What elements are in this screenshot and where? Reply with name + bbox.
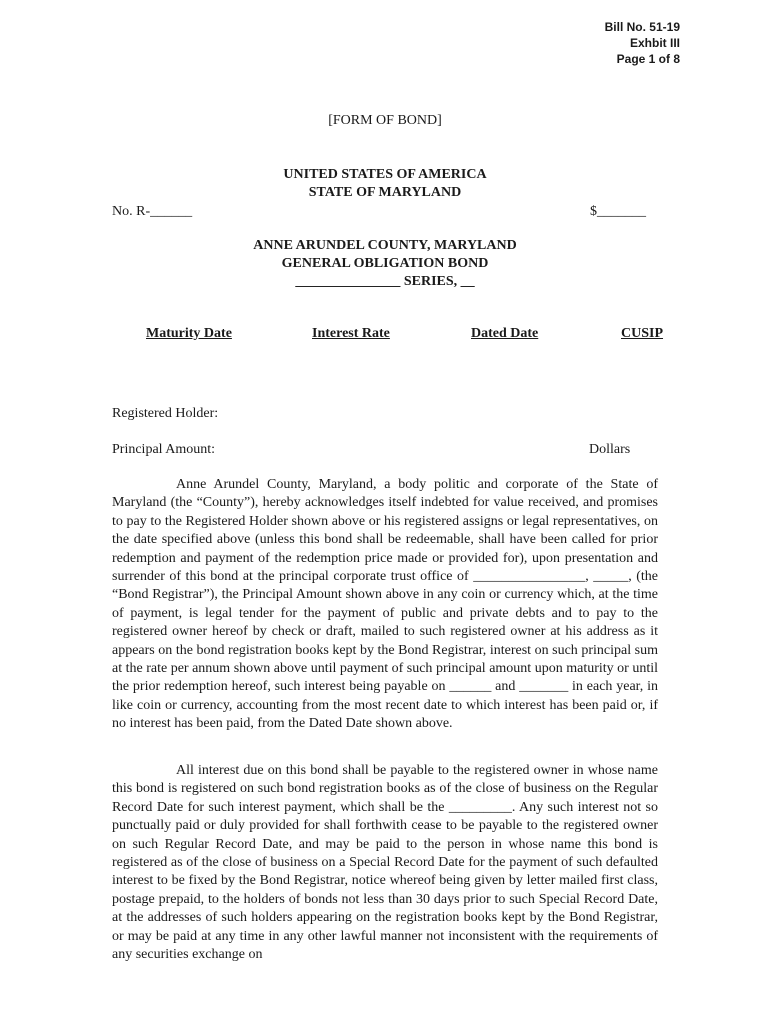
maturity-date-header: Maturity Date (146, 326, 232, 341)
paragraph-1 (112, 476, 658, 734)
bond-type-heading: GENERAL OBLIGATION BOND (281, 256, 489, 271)
bond-amount-field: $_______ (590, 204, 646, 219)
page-number: Page 1 of 8 (616, 52, 680, 66)
page-header (605, 19, 680, 67)
registered-holder-label: Registered Holder: (112, 406, 219, 421)
dollars-label: Dollars (589, 442, 631, 457)
country-heading: UNITED STATES OF AMERICA (283, 167, 487, 182)
form-title: [FORM OF BOND] (328, 113, 442, 128)
dated-date-header: Dated Date (471, 326, 539, 341)
bill-number: Bill No. 51-19 (604, 20, 680, 34)
cusip-header: CUSIP (621, 326, 664, 341)
paragraph-2 (112, 762, 658, 964)
paragraph-2-text: All interest due on this bond shall be payable to the registered owner in whose name this bond is registered on such bond registration books as of the close of business on the Regular Record Date for such interest payment, which shall be the _________. Any such interest not so punctually paid or duly provided for shall forthwith cease to be payable to the registered owner on such Regular Record Date, and may be paid to the person in whose name this bond is registered as of the close of business on a Special Record Date for the payment of such defaulted interest to be fixed by the Bond Registrar, notice whereof being given by letter mailed first class, postage prepaid, to the holders of bonds not less than 30 days prior to such Special Record Date, at the addresses of such holders appearing on the registration books kept by the Bond Registrar, or may be paid at any time in any other lawful manner not inconsistent with the requirements of any securities exchange on (112, 763, 658, 963)
principal-amount-label: Principal Amount: (112, 442, 216, 457)
interest-rate-header: Interest Rate (312, 326, 390, 341)
bond-number-field: No. R-______ (112, 204, 193, 219)
state-heading: STATE OF MARYLAND (308, 185, 462, 200)
county-heading: ANNE ARUNDEL COUNTY, MARYLAND (253, 238, 517, 253)
series-heading: _______________ SERIES, __ (295, 274, 475, 289)
paragraph-1-text: Anne Arundel County, Maryland, a body politic and corporate of the State of Maryland (the “County”), hereby acknowledges itself indebted for value received, and promises to pay to the Registered Holder shown above or his registered assigns or legal representatives, on the date specified above (unless this bond shall be redeemable, shall have been called for prior redemption and payment of the redemption price made or provided for), upon presentation and surrender of this bond at the principal corporate trust office of ________________, _____, (the “Bond Registrar”), the Principal Amount shown above in any coin or currency which, at the time of payment, is legal tender for the payment of public and private debts and to pay to the registered owner hereof by check or draft, mailed to such registered owner at his address as it appears on the bond registration books kept by the Bond Registrar, interest on such principal sum at the rate per annum shown above until payment of such principal amount upon maturity or until the prior redemption hereof, such interest being payable on ______ and _______ in each year, in like coin or currency, accounting from the most recent date to which interest has been paid or, if no interest has been paid, from the Dated Date shown above. (112, 477, 658, 732)
exhibit-label: Exhbit III (629, 36, 680, 50)
